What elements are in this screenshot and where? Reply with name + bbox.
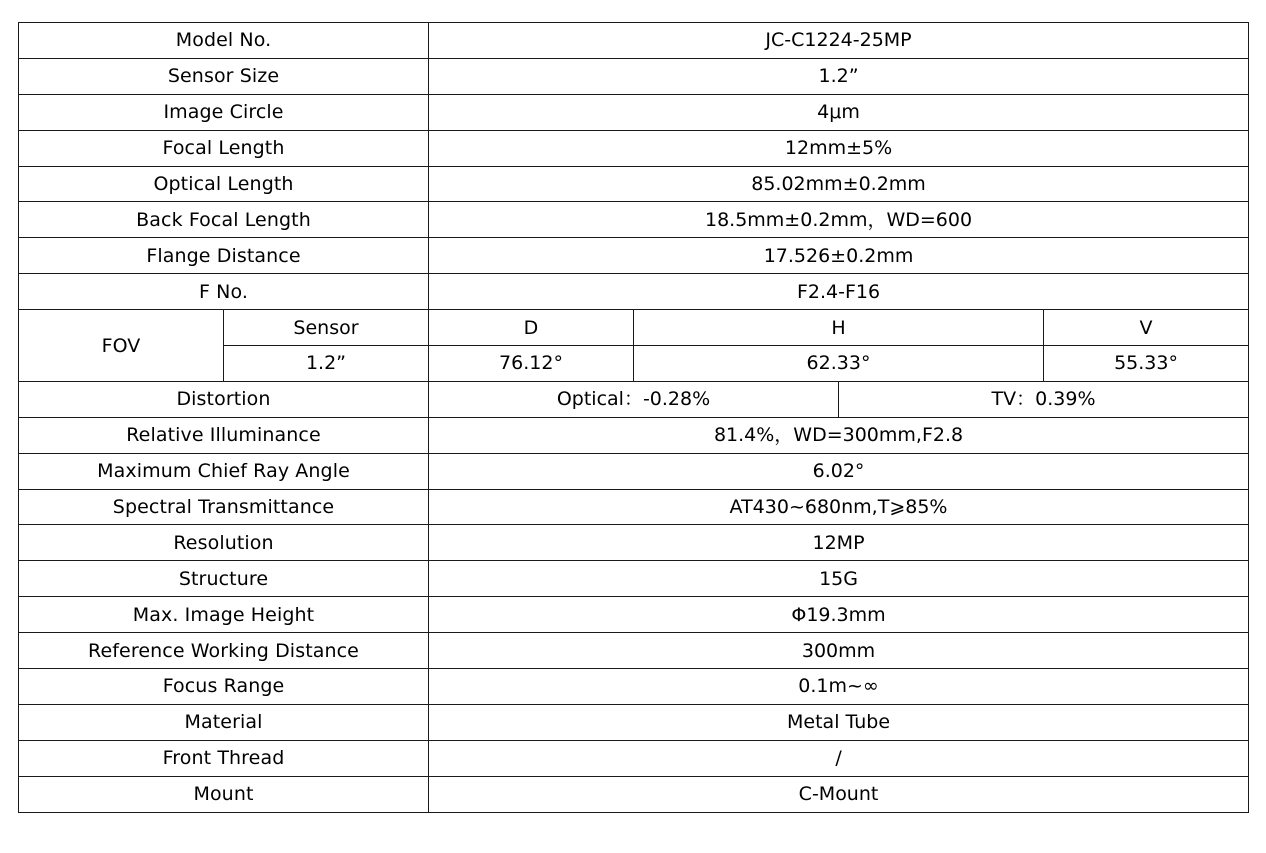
spec-row-optical-length	[19, 166, 1249, 202]
spec-label: Sensor Size	[19, 58, 429, 94]
spec-row-flange-distance	[19, 238, 1249, 274]
spec-value: 15G	[429, 561, 1249, 597]
spec-value: 17.526±0.2mm	[429, 238, 1249, 274]
spec-label: Reference Working Distance	[19, 633, 429, 669]
spec-value: JC-C1224-25MP	[429, 23, 1249, 59]
spec-label: Back Focal Length	[19, 202, 429, 238]
spec-row-max-chief-ray-angle	[19, 453, 1249, 489]
spec-label: Maximum Chief Ray Angle	[19, 453, 429, 489]
spec-value: Metal Tube	[429, 704, 1249, 740]
spec-label: Relative Illuminance	[19, 417, 429, 453]
spec-label: Focus Range	[19, 669, 429, 705]
spec-label: Flange Distance	[19, 238, 429, 274]
spec-label: Focal Length	[19, 130, 429, 166]
spec-row-mount	[19, 776, 1249, 812]
spec-row-structure	[19, 561, 1249, 597]
spec-label: Front Thread	[19, 740, 429, 776]
spec-value: 6.02°	[429, 453, 1249, 489]
spec-label: Mount	[19, 776, 429, 812]
spec-value: F2.4-F16	[429, 274, 1249, 310]
spec-label: Structure	[19, 561, 429, 597]
spec-value: 81.4%，WD=300mm,F2.8	[429, 417, 1249, 453]
spec-row-image-circle	[19, 94, 1249, 130]
spec-row-f-no	[19, 274, 1249, 310]
spec-row-front-thread	[19, 740, 1249, 776]
spec-value: 0.1m~∞	[429, 669, 1249, 705]
fov-sensor-header: Sensor	[224, 310, 429, 346]
spec-value: /	[429, 740, 1249, 776]
spec-row-back-focal-length	[19, 202, 1249, 238]
spec-label: Optical Length	[19, 166, 429, 202]
spec-row-focal-length	[19, 130, 1249, 166]
spec-label: F No.	[19, 274, 429, 310]
spec-label: Spectral Transmittance	[19, 489, 429, 525]
spec-label: Max. Image Height	[19, 597, 429, 633]
spec-row-material	[19, 704, 1249, 740]
spec-value: AT430~680nm,T⩾85%	[429, 489, 1249, 525]
spec-row-resolution	[19, 525, 1249, 561]
spec-value: C-Mount	[429, 776, 1249, 812]
spec-row-focus-range	[19, 669, 1249, 705]
spec-label: Image Circle	[19, 94, 429, 130]
spec-value: 12mm±5%	[429, 130, 1249, 166]
fov-d-value: 76.12°	[429, 346, 634, 382]
spec-value: 4μm	[429, 94, 1249, 130]
spec-table	[18, 22, 1249, 813]
spec-value: 300mm	[429, 633, 1249, 669]
spec-label: Resolution	[19, 525, 429, 561]
spec-row-model-no	[19, 23, 1249, 59]
spec-row-reference-working-distance	[19, 633, 1249, 669]
spec-row-max-image-height	[19, 597, 1249, 633]
spec-value: 18.5mm±0.2mm，WD=600	[429, 202, 1249, 238]
fov-h-value: 62.33°	[634, 346, 1044, 382]
fov-v-value: 55.33°	[1044, 346, 1249, 382]
spec-value: 85.02mm±0.2mm	[429, 166, 1249, 202]
fov-header-row	[19, 310, 1249, 346]
fov-sensor-value: 1.2”	[224, 346, 429, 382]
spec-value: 1.2”	[429, 58, 1249, 94]
spec-label: Material	[19, 704, 429, 740]
spec-row-spectral-transmittance	[19, 489, 1249, 525]
fov-h-header: H	[634, 310, 1044, 346]
spec-row-distortion	[19, 381, 1249, 417]
distortion-optical-value: Optical：-0.28%	[429, 381, 839, 417]
spec-value: Φ19.3mm	[429, 597, 1249, 633]
fov-label: FOV	[19, 310, 224, 382]
spec-value: 12MP	[429, 525, 1249, 561]
spec-row-sensor-size	[19, 58, 1249, 94]
spec-label: Model No.	[19, 23, 429, 59]
fov-d-header: D	[429, 310, 634, 346]
spec-row-relative-illuminance	[19, 417, 1249, 453]
spec-label: Distortion	[19, 381, 429, 417]
fov-v-header: V	[1044, 310, 1249, 346]
distortion-tv-value: TV：0.39%	[839, 381, 1249, 417]
